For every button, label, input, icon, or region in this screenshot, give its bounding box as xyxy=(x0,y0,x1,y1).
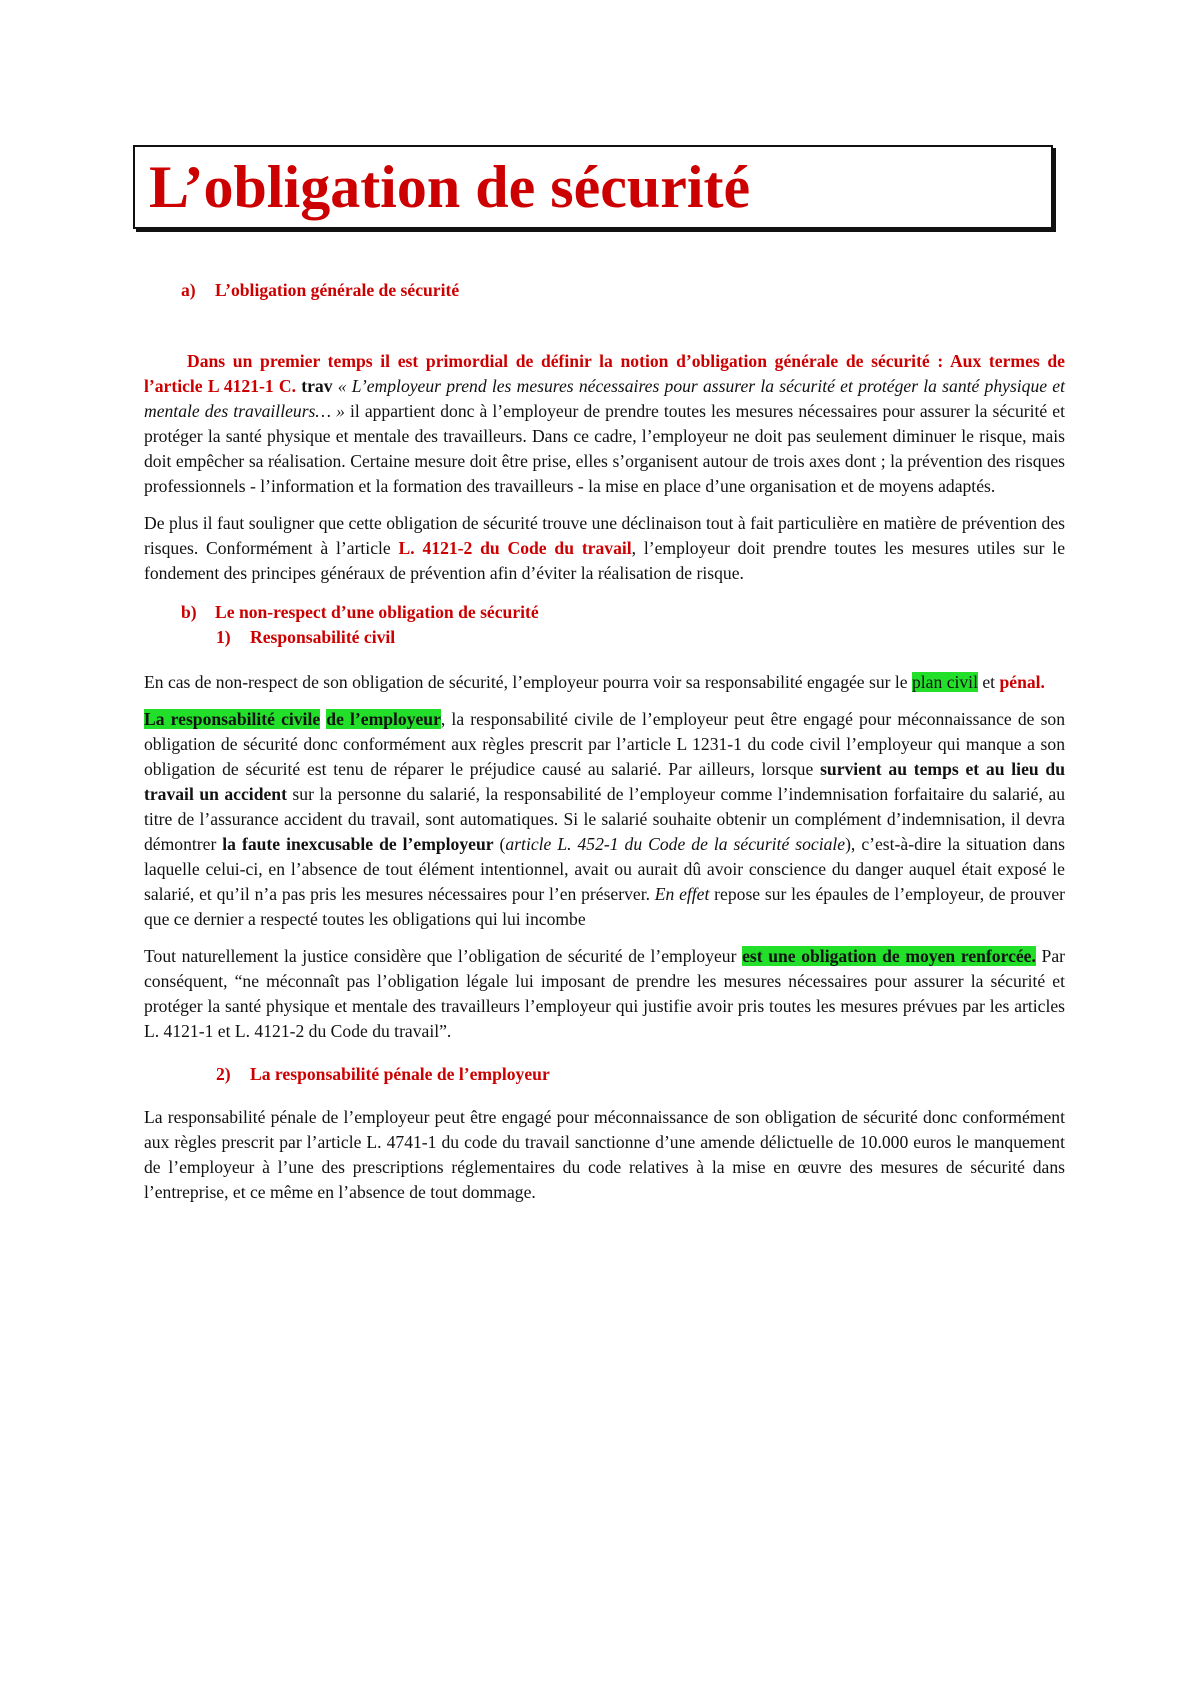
tout-naturellement-paragraph xyxy=(144,944,1065,1044)
intro-rest: il appartient donc à l’employeur de prendre toutes les mesures nécessaires pour assurer la sécurité et protéger la santé physique et mentale des travailleurs. Dans ce cadre, l’employeur ne doit pas seulement diminuer le risque, mais doit empêcher sa réalisation. Certaine mesure doit être prise, elles s’organisent autour de trois axes dont ; la prévention des risques professionnels - l’information et la formation des travailleurs - la mise en place d’une organisation et de moyens adaptés. xyxy=(144,401,1065,496)
section-b1-heading xyxy=(144,625,1065,650)
plan-civil-highlight: plan civil xyxy=(912,672,978,692)
page-title: L’obligation de sécurité xyxy=(149,154,751,220)
intro-lead: Dans un premier temps il est primordial de définir la notion d’obligation générale de sécurité : Aux termes de l’article L 4121-1 C. xyxy=(144,351,1065,396)
section-2-heading xyxy=(144,1062,1065,1087)
en-cas-middle: et xyxy=(977,672,1000,692)
resp-civile-bold-2: la faute inexcusable de l’employeur xyxy=(222,834,494,854)
en-cas-before: En cas de non-respect de son obligation de sécurité, l’employeur pourra voir sa responsabilité engagée sur le xyxy=(144,672,912,692)
en-cas-paragraph xyxy=(144,670,1065,695)
section-a-label: L’obligation générale de sécurité xyxy=(215,280,460,300)
document-body xyxy=(144,278,1065,1205)
intro-paragraph xyxy=(144,349,1065,499)
section-b1-label: Responsabilité civil xyxy=(250,627,396,647)
section-b-number: b) xyxy=(181,602,197,622)
de-plus-before: De plus il faut souligner que cette obligation de sécurité trouve une déclinaison tout à fait particulière en matière de prévention des risques. Conformément à l’article xyxy=(144,513,1065,558)
resp-civile-highlight-2: de l’employeur xyxy=(326,709,441,729)
section-b1-number: 1) xyxy=(216,627,231,647)
section-a-heading xyxy=(144,278,1065,303)
section-2-label: La responsabilité pénale de l’employeur xyxy=(250,1064,550,1084)
tout-nat-before: Tout naturellement la justice considère que l’obligation de sécurité de l’employeur xyxy=(144,946,743,966)
de-plus-after: , l’employeur doit prendre toutes les mesures utiles sur le fondement des principes généraux de prévention afin d’éviter la réalisation de risque. xyxy=(144,538,1066,583)
resp-civile-text-2: sur la personne du salarié, la responsabilité de l’employeur comme l’indemnisation forfaitaire du salarié, au titre de l’assurance accident du travail, sont automatiques. Si le salarié souhaite obtenir un complément d’indemnisation, il devra démontrer xyxy=(144,784,1065,854)
section-2-number: 2) xyxy=(216,1064,231,1084)
resp-civile-bold-1: survient au temps et au lieu du travail un accident xyxy=(144,759,1066,804)
intro-abbr: trav xyxy=(296,376,333,396)
resp-civile-italic-2: En effet xyxy=(654,884,710,904)
section-a-number: a) xyxy=(181,280,196,300)
resp-civile-text-3: ( xyxy=(493,834,506,854)
resp-civile-highlight-1: La responsabilité civile xyxy=(144,709,321,729)
resp-civile-text-4: ), c’est-à-dire la situation dans laquelle celui-ci, en l’absence de tout élément intentionnel, avait ou aurait dû avoir conscience du danger auquel était exposé le salarié, et qu’il n’a pas pris les mesures nécessaires pour l’en préserver. xyxy=(144,834,1065,904)
intro-quote: « L’employeur prend les mesures nécessaires pour assurer la sécurité et protéger la santé physique et mentale des travailleurs… » xyxy=(144,376,1066,421)
title-box xyxy=(133,145,1053,229)
section-b-heading xyxy=(144,600,1065,625)
tout-nat-after: Par conséquent, “ne méconnaît pas l’obligation légale lui imposant de prendre les mesures nécessaires pour assurer la sécurité et protéger la santé physique et mentale des travailleurs l’employeur qui justifie avoir pris toutes les mesures prévues par les articles L. 4121-1 et L. 4121-2 du Code du travail”. xyxy=(144,946,1065,1041)
resp-civile-text-5: repose sur les épaules de l’employeur, de prouver que ce dernier a respecté toutes les obligations qui lui incombe xyxy=(144,884,1065,929)
obligation-moyen-highlight: est une obligation de moyen renforcée. xyxy=(742,946,1036,966)
resp-civile-italic-1: article L. 452-1 du Code de la sécurité sociale xyxy=(505,834,846,854)
de-plus-paragraph xyxy=(144,511,1065,586)
de-plus-article-ref: L. 4121-2 du Code du travail xyxy=(398,538,632,558)
section-b-label: Le non-respect d’une obligation de sécurité xyxy=(215,602,539,622)
resp-civile-paragraph xyxy=(144,707,1065,932)
penal-word: pénal. xyxy=(999,672,1045,692)
resp-civile-text-1: , la responsabilité civile de l’employeur peut être engagé pour méconnaissance de son obligation de sécurité donc conformément aux règles prescrit par l’article L 1231-1 du code civil l’employeur qui manque a son obligation de sécurité est tenu de réparer le préjudice causé au salarié. Par ailleurs, lorsque xyxy=(144,709,1066,779)
penal-paragraph: La responsabilité pénale de l’employeur peut être engagé pour méconnaissance de son obligation de sécurité donc conformément aux règles prescrit par l’article L. 4741-1 du code du travail sanctionne d’une amende délictuelle de 10.000 euros le manquement de l’employeur à l’une des prescriptions réglementaires du code relatives à la mise en œuvre des mesures de sécurité dans l’entreprise, et ce même en l’absence de tout dommage. xyxy=(144,1107,1065,1202)
